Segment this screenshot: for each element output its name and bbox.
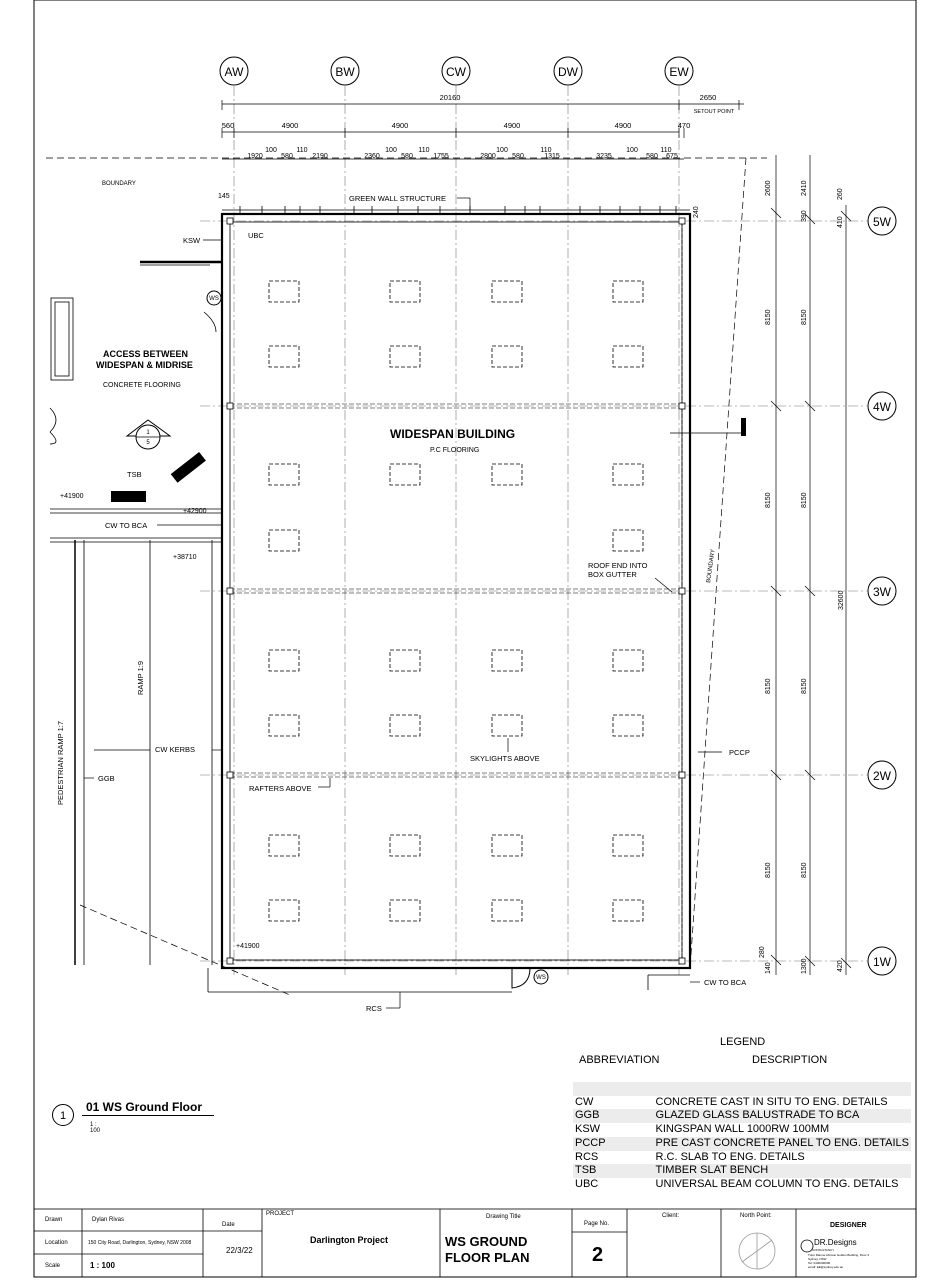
green-wall-label: GREEN WALL STRUCTURE: [349, 194, 446, 203]
dim-right: 410: [837, 216, 844, 228]
dim-detail: 1920: [247, 153, 263, 160]
view-scale: 1 : 100: [90, 1122, 101, 1134]
grid-label-bw: BW: [335, 65, 355, 79]
grid-label-5w: 5W: [873, 215, 891, 229]
setout-point-label: SETOUT POINT: [693, 109, 735, 115]
drawing-title-line1: WS GROUND: [445, 1234, 528, 1249]
level-41900: +41900: [60, 493, 84, 500]
dim-right: 260: [837, 188, 844, 200]
drawing-title-label: Drawing Title: [486, 1214, 521, 1220]
dim-overall-height: 32600: [838, 590, 845, 610]
dim-detail: 100: [265, 147, 277, 154]
legend-row: UBC UNIVERSAL BEAM COLUMN TO ENG. DETAILS: [575, 1177, 899, 1190]
dim-detail: 2190: [312, 153, 328, 160]
page-number: 2: [592, 1244, 604, 1266]
dim-detail: 580: [646, 153, 658, 160]
dim-right: 2410: [801, 180, 808, 196]
dim-bay-0: 560: [221, 121, 235, 130]
dim-detail: 100: [496, 147, 508, 154]
cw-to-bca-label: CW TO BCA: [105, 521, 148, 530]
legend-row: [573, 1082, 911, 1096]
dim-small: 240: [693, 206, 700, 218]
access-title-line1: ACCESS BETWEEN: [103, 349, 189, 359]
grid-label-dw: DW: [558, 65, 578, 79]
grid-label-aw: AW: [224, 65, 244, 79]
view-number: 1: [52, 1104, 74, 1126]
leader-lines: [84, 198, 722, 1008]
dim-detail: 1315: [544, 153, 560, 160]
dim-detail: 100: [385, 147, 397, 154]
boundary-label: BOUNDARY: [102, 181, 136, 187]
drawing-title-line2: FLOOR PLAN: [445, 1250, 530, 1265]
location-label: Location: [45, 1240, 68, 1246]
designer-name: DR.Designs: [814, 1238, 857, 1247]
roof-end-label-line1: ROOF END INTO: [588, 561, 648, 570]
dim-right: 8150: [765, 678, 772, 694]
level-38710: +38710: [173, 554, 197, 561]
dim-detail: 110: [540, 147, 552, 154]
dim-detail: 2800: [480, 153, 496, 160]
rcs-label: RCS: [366, 1004, 382, 1013]
page-label: Page No.: [584, 1221, 610, 1227]
legend-row: KSW KINGSPAN WALL 1000RW 100MM: [575, 1123, 830, 1136]
tsb-label: TSB: [127, 470, 142, 479]
timber-slat-bench: [111, 452, 206, 502]
pedestrian-ramp-label: PEDESTRIAN RAMP 1:7: [56, 720, 65, 805]
legend-title: LEGEND: [720, 1036, 766, 1048]
dim-setout-offset: 2650: [699, 93, 717, 102]
pccp-label: PCCP: [729, 748, 750, 757]
project-value: Darlington Project: [310, 1235, 389, 1245]
dim-bay-5: 470: [677, 121, 691, 130]
dim-right: 140: [765, 962, 772, 974]
dim-detail: 110: [418, 147, 430, 154]
legend-table: [573, 1082, 911, 1192]
legend-row: RCS R.C. SLAB TO ENG. DETAILS: [575, 1150, 805, 1163]
scale-label: Scale: [45, 1263, 61, 1269]
access-title-line2: WIDESPAN & MIDRISE: [96, 360, 193, 370]
dim-bay-1: 4900: [281, 121, 299, 130]
cw-kerbs-label: CW KERBS: [155, 745, 196, 754]
plan-labels: [56, 194, 750, 1013]
drawn-label: Drawn: [45, 1217, 63, 1223]
designer-label: DESIGNER: [830, 1222, 867, 1229]
dim-detail: 675: [666, 153, 678, 160]
cw-to-bca-label-2: CW TO BCA: [704, 978, 747, 987]
view-underline: [82, 1115, 214, 1116]
dim-right: 8150: [765, 492, 772, 508]
view-name: 01 WS Ground Floor: [86, 1100, 202, 1114]
skylights-label: SKYLIGHTS ABOVE: [470, 754, 540, 763]
dim-detail: 580: [401, 153, 413, 160]
ksw-label: KSW: [183, 236, 201, 245]
building-title: WIDESPAN BUILDING: [390, 427, 516, 441]
designer-phone: Tel: 0400000000: [808, 1261, 831, 1265]
dim-bay-3: 4900: [503, 121, 521, 130]
dim-detail: 580: [512, 153, 524, 160]
ws-symbols: [207, 291, 548, 988]
location-value: 150 City Road, Darlington, Sydney, NSW 2008: [88, 1240, 192, 1246]
ramp-label: RAMP 1:9: [136, 660, 145, 695]
column-grid-bubbles: [220, 57, 693, 85]
dim-right: 8150: [801, 678, 808, 694]
dim-detail: 110: [660, 147, 672, 154]
legend-row: CW CONCRETE CAST IN SITU TO ENG. DETAILS: [575, 1095, 888, 1108]
client-label: Client:: [662, 1213, 680, 1219]
legend-row: TSB TIMBER SLAT BENCH: [573, 1164, 911, 1178]
concrete-flooring-label: CONCRETE FLOORING: [103, 382, 181, 389]
roof-end-label-line2: BOX GUTTER: [588, 570, 637, 579]
designer-city: Sydney, NSW: [808, 1257, 827, 1261]
dim-detail: 100: [626, 147, 638, 154]
level-41900-b: +41900: [236, 943, 260, 950]
dim-detail: 580: [281, 153, 293, 160]
dim-right: 1300: [801, 958, 808, 974]
dim-right: 8150: [801, 492, 808, 508]
legend-abbr-header: ABBREVIATION: [579, 1054, 660, 1066]
grid-label-3w: 3W: [873, 585, 891, 599]
designer-email: email: EE@sydney.edu.au: [808, 1265, 844, 1269]
dim-detail: 110: [296, 147, 308, 154]
grid-label-ew: EW: [669, 65, 689, 79]
dim-detail: 3235: [596, 153, 612, 160]
dim-overall-width: 20160: [439, 93, 461, 102]
legend-row: GGB GLAZED GLASS BALUSTRADE TO BCA: [573, 1109, 911, 1123]
grid-label-cw: CW: [446, 65, 466, 79]
project-label: PROJECT: [266, 1211, 295, 1217]
grid-label-4w: 4W: [873, 400, 891, 414]
dim-detail: 1755: [433, 153, 449, 160]
north-point-label: North Point:: [740, 1213, 772, 1219]
rafters-label: RAFTERS ABOVE: [249, 784, 312, 793]
dim-right: 8150: [765, 309, 772, 325]
scale-value: 1 : 100: [90, 1261, 115, 1270]
right-dimensions: [771, 155, 851, 975]
section-number: 1: [146, 430, 150, 436]
grid-label-1w: 1W: [873, 955, 891, 969]
dim-bay-2: 4900: [391, 121, 409, 130]
pc-flooring-label: P.C FLOORING: [430, 447, 480, 454]
dim-right: 8150: [765, 862, 772, 878]
designer-sub: CONSULTANCY: [812, 1248, 835, 1252]
dim-right: 280: [759, 946, 766, 958]
drawn-value: Dylan Rivas: [92, 1217, 125, 1223]
dim-right: 420: [837, 960, 844, 972]
ggb-label: GGB: [98, 774, 115, 783]
dim-right: 8150: [801, 862, 808, 878]
ws-label: WS: [536, 975, 546, 981]
ubc-label: UBC: [248, 231, 264, 240]
dim-small: 145: [218, 193, 230, 200]
boundary-lines: [46, 158, 767, 995]
dim-right: 390: [801, 210, 808, 222]
designer-address: Tutor Dianne Abrosio Golden Building, Floor 3: [808, 1253, 870, 1257]
rc-slab: [208, 968, 690, 992]
section-sheet: 5: [146, 440, 150, 446]
section-marker: [127, 420, 170, 449]
grid-lines: [200, 86, 867, 975]
ws-label: WS: [209, 296, 219, 302]
legend-row: PCCP PRE CAST CONCRETE PANEL TO ENG. DETAILS: [575, 1136, 909, 1149]
dim-detail: 2360: [364, 153, 380, 160]
dim-bay-4: 4900: [614, 121, 632, 130]
date-label: Date: [222, 1222, 235, 1228]
legend-desc-header: DESCRIPTION: [752, 1054, 828, 1066]
boundary-label-right: BOUNDARY: [706, 548, 717, 584]
date-value: 22/3/22: [226, 1246, 253, 1255]
dim-right: 2600: [765, 180, 772, 196]
grid-label-2w: 2W: [873, 769, 891, 783]
row-grid-bubbles: [868, 207, 896, 975]
dim-right: 8150: [801, 309, 808, 325]
level-42900: +42900: [183, 508, 207, 515]
